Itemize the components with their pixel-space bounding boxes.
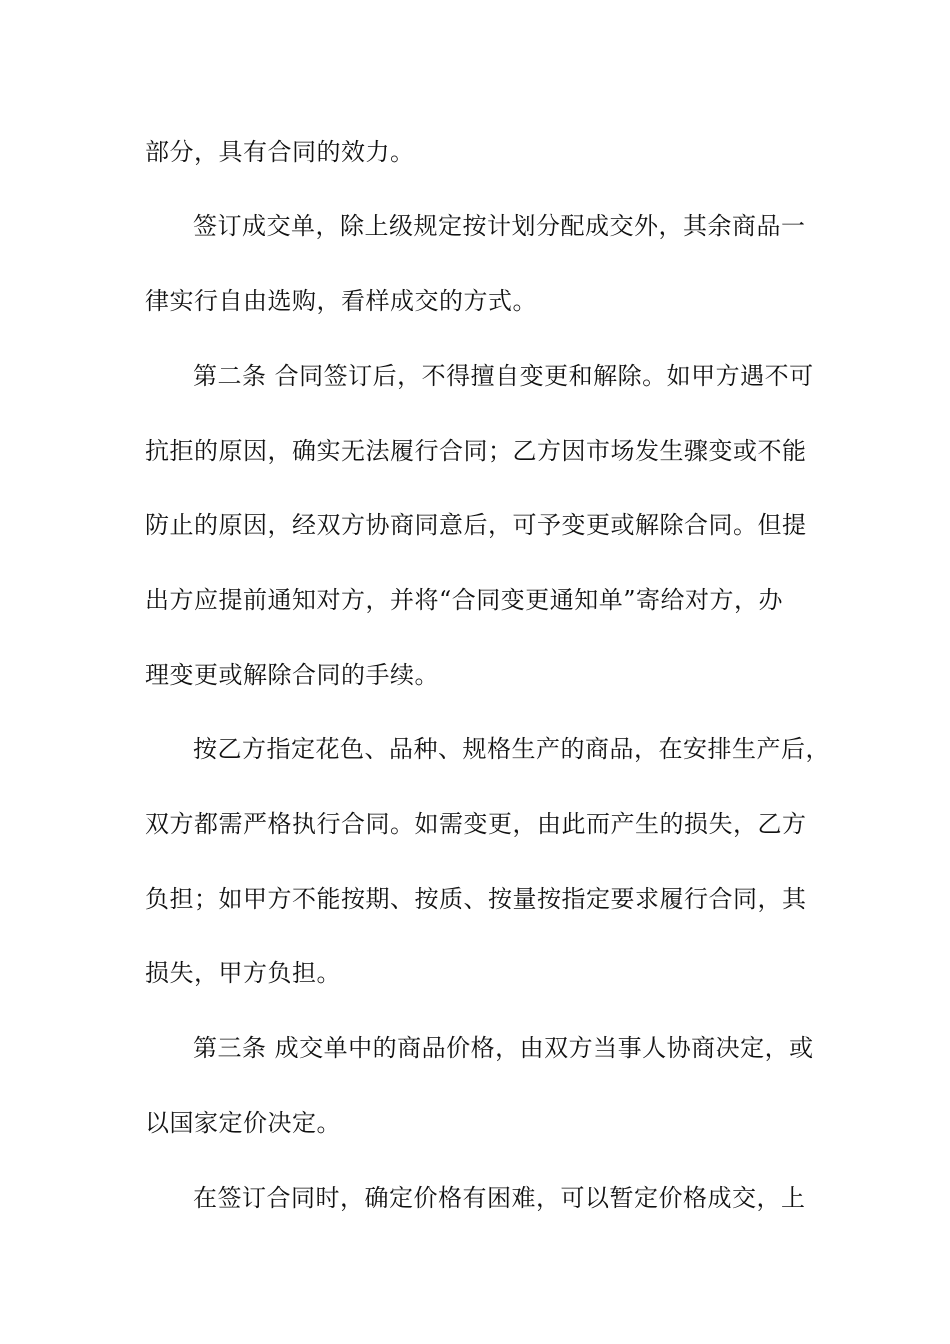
text-line: 按乙方指定花色、品种、规格生产的商品，在安排生产后， (193, 735, 830, 763)
text-line: 在签订合同时，确定价格有困难，可以暂定价格成交，上 (193, 1184, 806, 1212)
text-line: 负担；如甲方不能按期、按质、按量按指定要求履行合同，其 (145, 885, 807, 913)
text-line: 第二条 合同签订后，不得擅自变更和解除。如甲方遇不可 (193, 362, 814, 390)
text-line: 出方应提前通知对方，并将“合同变更通知单”寄给对方，办 (145, 586, 784, 614)
text-line: 理变更或解除合同的手续。 (145, 661, 439, 689)
text-line: 防止的原因，经双方协商同意后，可予变更或解除合同。但提 (145, 511, 807, 539)
text-line: 律实行自由选购，看样成交的方式。 (145, 287, 537, 315)
text-line: 以国家定价决定。 (145, 1109, 341, 1137)
text-line: 第三条 成交单中的商品价格，由双方当事人协商决定，或 (193, 1034, 814, 1062)
text-line: 签订成交单，除上级规定按计划分配成交外，其余商品一 (193, 212, 806, 240)
text-line: 损失，甲方负担。 (145, 959, 341, 987)
text-line: 抗拒的原因，确实无法履行合同；乙方因市场发生骤变或不能 (145, 437, 807, 465)
text-line: 部分，具有合同的效力。 (145, 138, 415, 166)
text-line: 双方都需严格执行合同。如需变更，由此而产生的损失，乙方 (145, 810, 807, 838)
